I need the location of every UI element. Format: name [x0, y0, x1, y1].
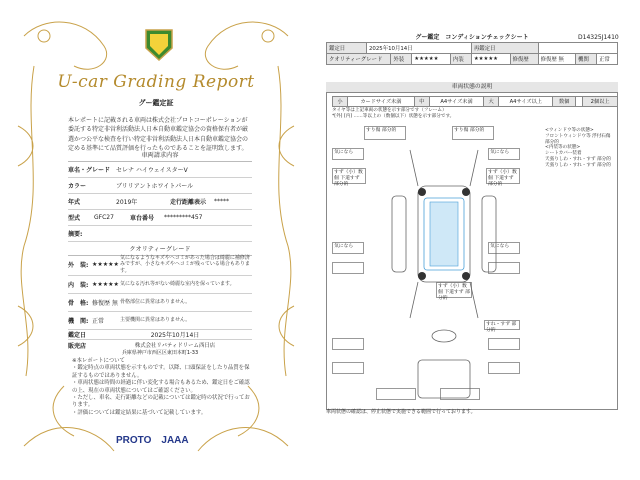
empty-box: [332, 262, 364, 274]
right-side-notes: [545, 128, 615, 169]
damage-box: すず（小）数個 下道すず 部分的: [332, 168, 366, 184]
remarks-label: 摘要:: [68, 231, 83, 238]
interior-row: [68, 276, 252, 294]
type-value: GFC27: [94, 214, 114, 221]
repair-label: 骨 格:: [68, 300, 89, 307]
exterior-label: 外 装:: [68, 262, 89, 269]
repair-head: 修復歴: [510, 54, 538, 65]
inspect-date-label: 鑑定日: [327, 43, 367, 54]
proto-logo: PROTO: [116, 434, 152, 446]
damage-box: すず（小）数個 下道すず 部分的: [436, 282, 472, 298]
vehicle-section-title: 車両請求内容: [68, 150, 252, 162]
interior-stars: ★★★★★: [471, 54, 510, 65]
shop-label: 販売店: [68, 342, 87, 350]
repair-row: [68, 294, 252, 312]
interior-stars: ★★★★★: [92, 281, 119, 288]
date-label: 鑑定日: [68, 332, 87, 339]
certificate-notes: [72, 358, 252, 417]
empty-box: [332, 338, 364, 350]
type-label: 型式: [68, 215, 81, 222]
damage-box: すり傷 部分的: [364, 126, 406, 140]
goo-badge-icon: [144, 28, 174, 62]
mech-head: 機関: [576, 54, 597, 65]
right-note-line: シートカバー装着: [545, 151, 582, 157]
address-value: 兵庫県神戸市西区区東田本町1-33: [121, 349, 199, 356]
right-note-line: 天張りしわ・すれ・すず 部分的: [545, 162, 611, 168]
address-row: [68, 348, 252, 356]
mech-row: [68, 312, 252, 330]
sheet-title: グー鑑定 コンディションチェックシート: [415, 34, 529, 41]
reinspect-date-value: [538, 43, 617, 54]
legend-small: 小: [333, 97, 348, 107]
legend-many: 2個以上: [583, 97, 618, 107]
car-diagram: [384, 140, 504, 406]
year-row: [68, 194, 252, 210]
right-note-line: 天張りしわ・すれ・すず 部分的: [545, 156, 611, 162]
vehicle-state-title: 車両状態の説明: [326, 82, 618, 93]
sheet-footer: 車両状態の確認は、停止状態で実施できる範囲で行っております。: [326, 409, 476, 415]
chassis-value: *********457: [164, 214, 203, 221]
interior-label: 内 装:: [68, 282, 89, 289]
repair-value: 修復歴 無: [538, 54, 575, 65]
legend-mid: 中: [414, 97, 429, 107]
certificate-subtitle: グー鑑定証: [138, 99, 174, 107]
model-value: セレナ ハイウェイスターV: [116, 167, 188, 174]
sheet-info-table: [326, 42, 618, 65]
sheet-note-line: *[外] [内] ……等以上の（数個以下）状態を示す部分です。: [332, 113, 455, 119]
exterior-head: 外装: [391, 54, 412, 65]
date-row: [68, 330, 252, 340]
right-note-line: <内装等の状態>: [545, 145, 581, 151]
note-item: ・評価については鑑定結果に基づいて記載しています。: [72, 409, 207, 416]
color-value: ブリリアントホワイトパール: [116, 183, 194, 190]
damage-box: 気になら: [488, 242, 520, 254]
interior-head: 内装: [450, 54, 471, 65]
sheet-code: D14325J1410: [578, 34, 619, 41]
inspect-date-value: 2025年10月14日: [367, 43, 472, 54]
note-item: ・ただし、車名、走行距離などの記載については鑑定時の状況で行っております。: [72, 395, 250, 409]
mileage-value: *****: [214, 198, 229, 205]
damage-box: すれ・すず 部分的: [484, 320, 520, 330]
damage-box: 気になら: [332, 148, 364, 160]
type-row: [68, 210, 252, 226]
damage-box: すず（小）数個 下道すず 部分的: [486, 168, 520, 184]
chassis-label: 車台番号: [130, 215, 155, 222]
empty-box: [332, 362, 364, 374]
legend-few-desc: [575, 97, 582, 107]
sheet-note-line: タイヤ等は上記車両の状態を示す部分です（フレーム）: [332, 108, 447, 113]
damage-box: 気になら: [488, 148, 520, 160]
legend-few: 数個: [553, 97, 575, 107]
mech-note: 主要機関に異常はありません。: [120, 317, 191, 324]
reinspect-date-label: 再鑑定日: [471, 43, 538, 54]
certificate-title: U-car Grading Report: [57, 72, 255, 92]
note-item: ・車両状態は時間の経過に伴い変化する場合もあるため、鑑定日をご確認の上、現在の車両状態についてはご確認ください。: [72, 380, 250, 394]
damage-box: すり傷 部分的: [452, 126, 494, 140]
right-note-line: <ウィンドウ等の状態>: [545, 128, 594, 133]
note-item: ・鑑定時点の車両状態を示すものです。以降、口頭保証をしたり品質を保証するものではありません。: [72, 365, 250, 379]
footer-logos: [116, 432, 220, 448]
notes-title: ※本レポートについて: [72, 358, 125, 364]
jaaa-logo: JAAA: [161, 434, 189, 446]
certificate-intro: 本レポートに記載される車両は株式会社プロトコーポレーションが委託する特定非営利活動法人日本自動車鑑定協会の資格保有者が厳選かつ公平な検査を行い特定非営利活動法人日本自動車鑑定協会の定める基準にて品質評価を行ったものであることを証明致します。: [68, 117, 249, 153]
year-label: 年式: [68, 199, 81, 206]
year-value: 2019年: [116, 199, 138, 206]
repair-value: 修復歴 無: [92, 300, 118, 307]
date-value: 2025年10月14日: [150, 332, 200, 339]
damage-box: 気になら: [332, 242, 364, 254]
grading-certificate: [4, 6, 308, 472]
legend-large-desc: A4サイズ以上: [499, 97, 553, 107]
model-label: 車名・グレード: [68, 167, 111, 174]
exterior-row: [68, 254, 252, 276]
mech-value: 正常: [596, 54, 617, 65]
legend-mid-desc: A4サイズ未満: [429, 97, 483, 107]
legend-large: 大: [484, 97, 499, 107]
shop-value: 株式会社リバティドリーム西日店: [134, 343, 216, 349]
color-row: [68, 178, 252, 194]
repair-note: 骨格部位に異常はありません。: [120, 299, 191, 306]
legend-small-desc: カードサイズ未満: [347, 97, 414, 107]
quality-grade-label: クオリティーグレード: [327, 54, 391, 65]
model-row: [68, 162, 252, 178]
mileage-label: 走行距離表示: [170, 199, 207, 206]
exterior-stars: ★★★★★: [92, 261, 119, 268]
exterior-stars: ★★★★★: [412, 54, 451, 65]
remarks-row: [68, 226, 252, 242]
size-legend: [332, 96, 618, 107]
mech-label: 機 関:: [68, 318, 89, 325]
right-note-line: フロントウィンドウ等 浮付石傷 部分的: [545, 133, 611, 145]
sheet-note: [332, 108, 612, 119]
interior-note: 気になる汚れ等がない綺麗な室内を保っています。: [120, 281, 235, 288]
mech-value: 正常: [92, 318, 105, 325]
exterior-note: 気になるようなキズやヘコミがあった場合は綺麗に補修済みですが、小さなキズやヘコミが残っている場合もあります。: [120, 254, 250, 274]
color-label: カラー: [68, 183, 87, 190]
quality-section-title: クオリティーグレード: [68, 244, 252, 256]
